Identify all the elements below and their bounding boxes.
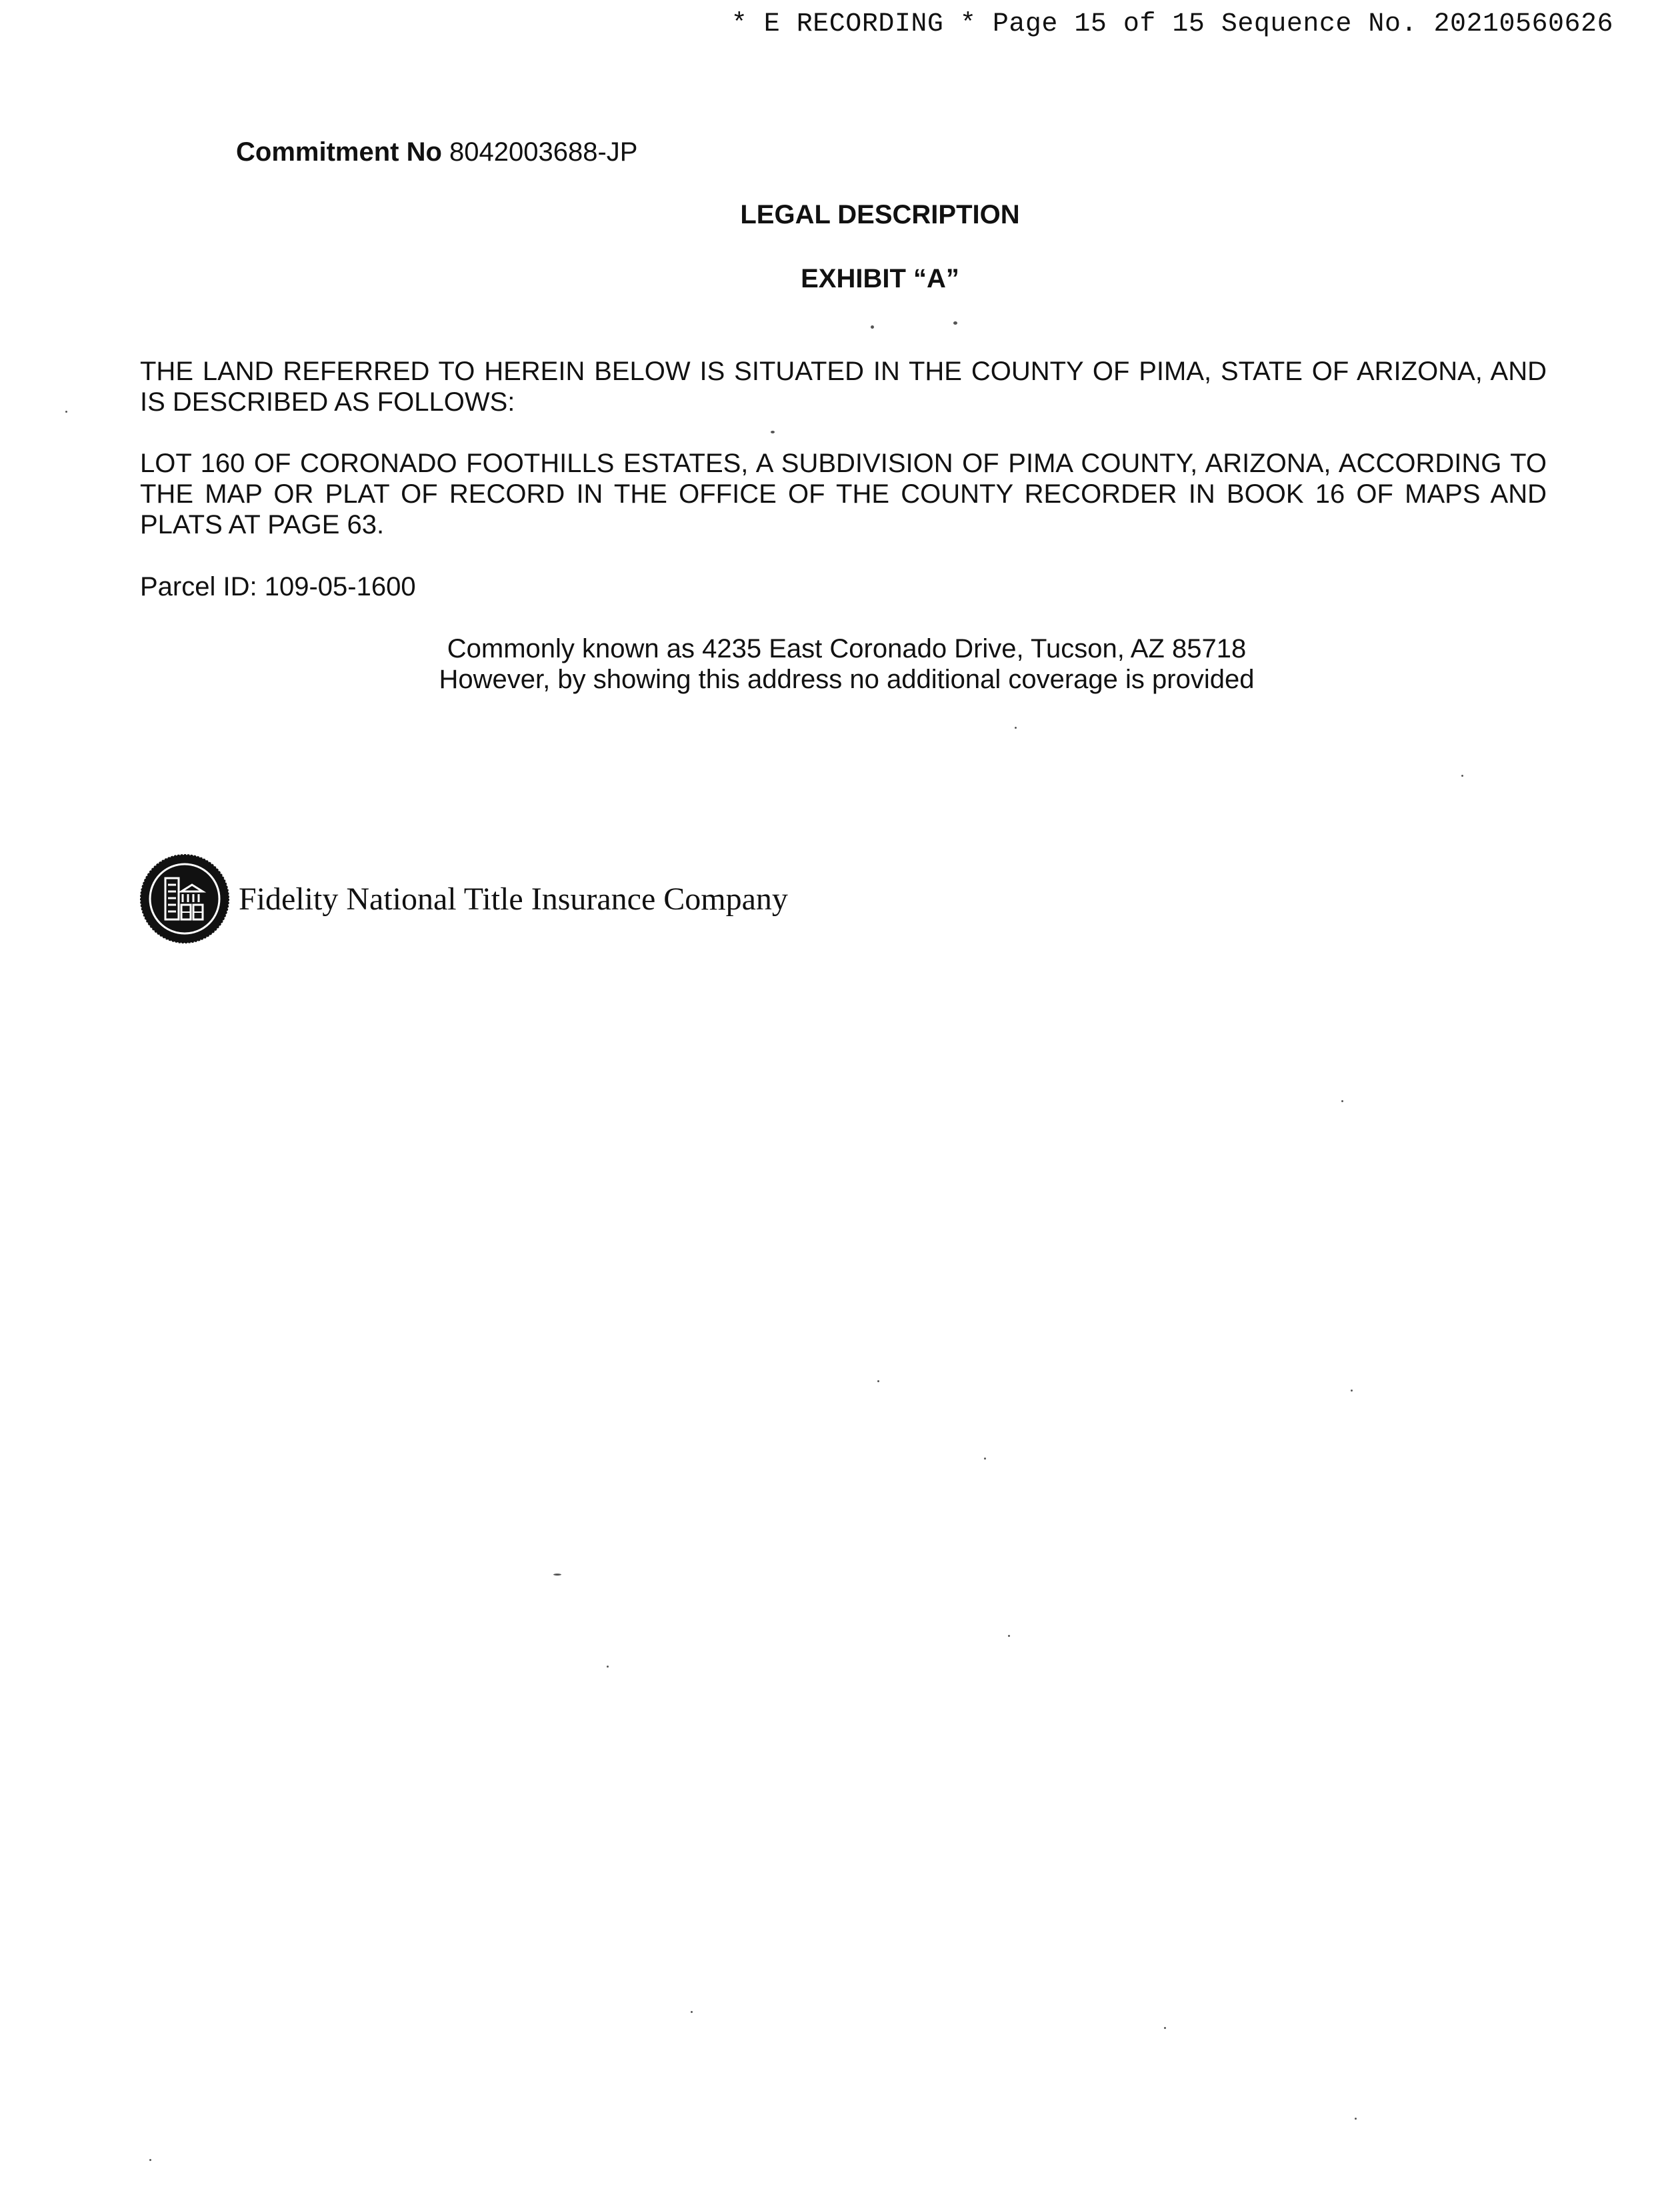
recording-header: * E RECORDING * Page 15 of 15 Sequence No. 20210560626 — [731, 9, 1613, 39]
scan-speck — [65, 411, 67, 413]
scan-speck — [1164, 2027, 1166, 2029]
scan-speck — [1461, 775, 1463, 777]
scan-speck — [877, 1380, 879, 1382]
parcel-id: Parcel ID: 109-05-1600 — [140, 572, 416, 601]
intro-paragraph: THE LAND REFERRED TO HEREIN BELOW IS SITUATED IN THE COUNTY OF PIMA, STATE OF ARIZONA, AND IS DESCRIBED AS FOLLOWS: — [140, 357, 1547, 417]
company-seal-icon — [140, 854, 229, 943]
commitment-number — [236, 137, 637, 167]
company-logo — [140, 852, 788, 945]
scan-speck — [1355, 2118, 1357, 2120]
scan-speck — [771, 431, 775, 433]
scan-speck — [553, 1574, 561, 1576]
legal-description-title: LEGAL DESCRIPTION — [740, 200, 1020, 229]
scan-speck — [691, 2011, 693, 2013]
address-line: Commonly known as 4235 East Coronado Drive, Tucson, AZ 85718 — [447, 634, 1247, 663]
company-name: Fidelity National Title Insurance Company — [239, 881, 788, 917]
scan-speck — [1341, 1100, 1343, 1102]
commitment-value: 8042003688-JP — [449, 137, 638, 167]
scan-speck — [1351, 1390, 1353, 1392]
exhibit-title: EXHIBIT “A” — [801, 264, 959, 293]
scan-speck — [1015, 727, 1017, 729]
scan-speck — [1008, 1635, 1010, 1637]
lot-description-paragraph: LOT 160 OF CORONADO FOOTHILLS ESTATES, A SUBDIVISION OF PIMA COUNTY, ARIZONA, ACCORDING TO THE MAP OR PLAT OF RECORD IN THE OFFICE OF THE COUNTY RECORDER IN BOOK 16 OF MAPS AND PLATS AT PAGE 63. — [140, 449, 1547, 539]
scan-speck — [953, 321, 957, 325]
commitment-label: Commitment No — [236, 137, 442, 167]
address-block — [0, 633, 1680, 695]
scan-speck — [871, 325, 874, 329]
scan-speck — [607, 1666, 609, 1668]
coverage-disclaimer: However, by showing this address no additional coverage is provided — [439, 665, 1255, 694]
scan-speck — [149, 2159, 151, 2161]
scan-speck — [984, 1458, 986, 1460]
